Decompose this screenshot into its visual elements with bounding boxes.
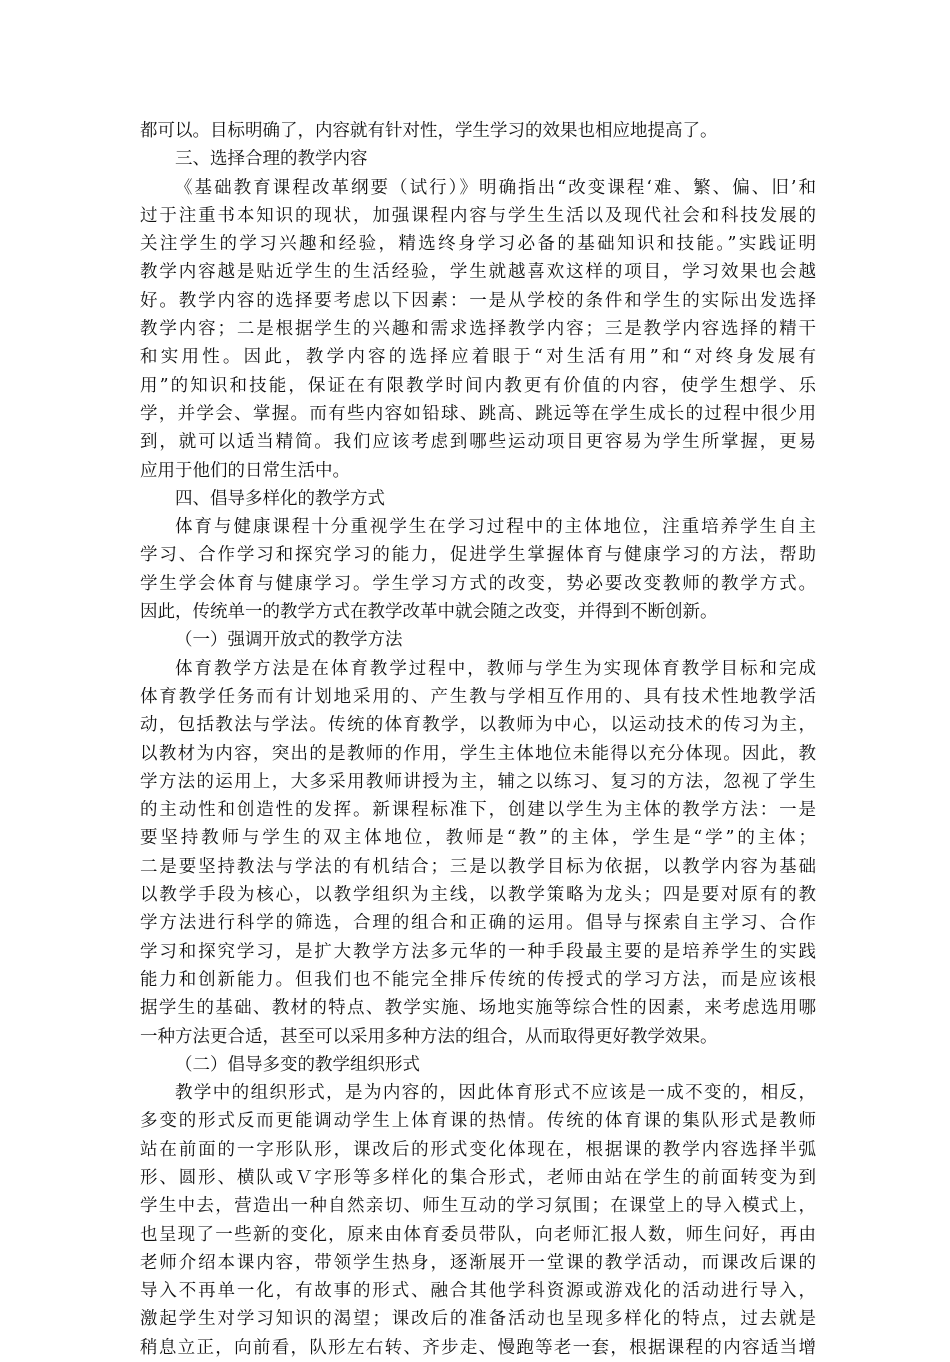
text-line: 学生中去，营造出一种自然亲切、师生互动的学习氛围；在课堂上的导入模式上， bbox=[140, 1196, 816, 1217]
text-line: 好。教学内容的选择要考虑以下因素：一是从学校的条件和学生的实际出发选择 bbox=[140, 290, 816, 311]
text-line: 学方法进行科学的筛选，合理的组合和正确的运用。倡导与探索自主学习、合作 bbox=[140, 913, 816, 934]
document-page bbox=[140, 117, 816, 1362]
paragraph bbox=[140, 513, 816, 626]
text-line: 稍息立正，向前看，队形左右转、齐步走、慢跑等老一套，根据课程的内容适当增 bbox=[140, 1337, 816, 1358]
text-line: 应用于他们的日常生活中。 bbox=[140, 460, 350, 481]
text-line: 老师介绍本课内容，带领学生热身，逐渐展开一堂课的教学活动，而课改后课的 bbox=[140, 1252, 816, 1273]
text-line: 教学内容越是贴近学生的生活经验，学生就越喜欢这样的项目，学习效果也会越 bbox=[140, 262, 816, 283]
section-heading: （二）倡导多变的教学组织形式 bbox=[175, 1054, 420, 1075]
text-line: 以教材为内容，突出的是教师的作用，学生主体地位未能得以充分体现。因此，教 bbox=[140, 743, 816, 764]
text-line: 学生学会体育与健康学习。学生学习方式的改变，势必要改变教师的教学方式。 bbox=[140, 573, 816, 594]
paragraph bbox=[140, 174, 816, 485]
text-line: 学习、合作学习和探究学习的能力，促进学生掌握体育与健康学习的方法，帮助 bbox=[140, 545, 816, 566]
text-line: 学习和探究学习，是扩大教学方法多元华的一种手段最主要的是培养学生的实践 bbox=[140, 941, 816, 962]
text-line: 关注学生的学习兴趣和经验，精选终身学习必备的基础知识和技能。”实践证明 bbox=[140, 234, 816, 255]
text-line: 站在前面的一字形队形，课改后的形式变化体现在，根据课的教学内容选择半弧 bbox=[140, 1139, 816, 1160]
text-line: 和实用性。因此，教学内容的选择应着眼于“对生活有用”和“对终身发展有 bbox=[140, 347, 816, 368]
text-line: 《基础教育课程改革纲要（试行）》明确指出“改变课程‘难、繁、偏、旧’和 bbox=[175, 177, 816, 198]
text-line: 学，并学会、掌握。而有些内容如铅球、跳高、跳远等在学生成长的过程中很少用 bbox=[140, 403, 816, 424]
section-heading: 四、倡导多样化的教学方式 bbox=[175, 488, 385, 509]
text-line: 形、圆形、横队或Ｖ字形等多样化的集合形式，老师由站在学生的前面转变为到 bbox=[140, 1167, 816, 1188]
text-line: 二是要坚持教法与学法的有机结合；三是以教学目标为依据，以教学内容为基础 bbox=[140, 856, 816, 877]
text-line: 教学中的组织形式，是为内容的，因此体育形式不应该是一成不变的，相反， bbox=[175, 1083, 816, 1104]
text-line: 动，包括教法与学法。传统的体育教学，以教师为中心，以运动技术的传习为主， bbox=[140, 715, 816, 736]
text-line: 以教学手段为核心，以教学组织为主线，以教学策略为龙头；四是要对原有的教 bbox=[140, 885, 816, 906]
text-line: 到，就可以适当精简。我们应该考虑到哪些运动项目更容易为学生所掌握，更易 bbox=[140, 432, 816, 453]
text-line: 多变的形式反而更能调动学生上体育课的热情。传统的体育课的集队形式是教师 bbox=[140, 1111, 816, 1132]
text-line: 一种方法更合适，甚至可以采用多种方法的组合，从而取得更好教学效果。 bbox=[140, 1026, 718, 1047]
text-line: 学方法的运用上，大多采用教师讲授为主，辅之以练习、复习的方法，忽视了学生 bbox=[140, 771, 816, 792]
text-line: 导入不再单一化，有故事的形式、融合其他学科资源或游戏化的活动进行导入， bbox=[140, 1281, 816, 1302]
paragraph bbox=[140, 117, 816, 145]
text-line: 激起学生对学习知识的渴望；课改后的准备活动也呈现多样化的特点，过去就是 bbox=[140, 1309, 816, 1330]
text-line: 教学内容；二是根据学生的兴趣和需求选择教学内容；三是教学内容选择的精干 bbox=[140, 319, 816, 340]
text-line: 要坚持教师与学生的双主体地位，教师是“教”的主体，学生是“学”的主体； bbox=[140, 828, 816, 849]
paragraph bbox=[140, 1079, 816, 1362]
text-line: 能力和创新能力。但我们也不能完全排斥传统的传授式的学习方法，而是应该根 bbox=[140, 969, 816, 990]
section-heading: （一）强调开放式的教学方法 bbox=[175, 630, 403, 651]
text-line: 都可以。目标明确了，内容就有针对性，学生学习的效果也相应地提高了。 bbox=[140, 121, 718, 141]
text-line: 体育与健康课程十分重视学生在学习过程中的主体地位，注重培养学生自主 bbox=[175, 517, 816, 538]
section-heading: 三、选择合理的教学内容 bbox=[175, 149, 368, 170]
text-line: 用”的知识和技能，保证在有限教学时间内教更有价值的内容，使学生想学、乐 bbox=[140, 375, 816, 396]
text-line: 体育教学任务而有计划地采用的、产生教与学相互作用的、具有技术性地教学活 bbox=[140, 686, 816, 707]
text-line: 过于注重书本知识的现状，加强课程内容与学生生活以及现代社会和科技发展的 bbox=[140, 205, 816, 226]
text-line: 因此，传统单一的教学方式在教学改革中就会随之改变，并得到不断创新。 bbox=[140, 602, 718, 623]
text-line: 也呈现了一些新的变化，原来由体育委员带队，向老师汇报人数，师生问好，再由 bbox=[140, 1224, 816, 1245]
text-line: 体育教学方法是在体育教学过程中，教师与学生为实现体育教学目标和完成 bbox=[175, 658, 816, 679]
paragraph bbox=[140, 655, 816, 1051]
text-line: 据学生的基础、教材的特点、教学实施、场地实施等综合性的因素，来考虑选用哪 bbox=[140, 998, 816, 1019]
text-line: 的主动性和创造性的发挥。新课程标准下，创建以学生为主体的教学方法：一是 bbox=[140, 800, 816, 821]
